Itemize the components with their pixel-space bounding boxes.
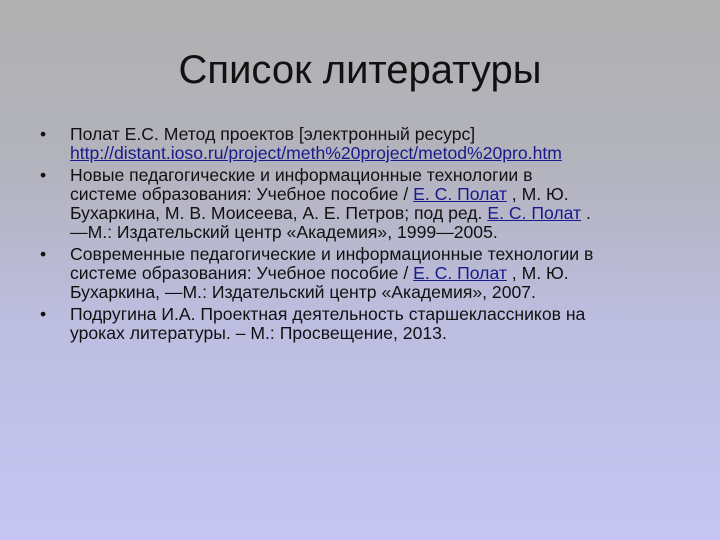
reference-item (40, 245, 680, 302)
bullet: • (40, 124, 47, 144)
slide-title: Список литературы (178, 48, 542, 92)
reference-text: . (581, 203, 591, 223)
reference-text-line (70, 185, 680, 204)
reference-text: системе образования: Учебное пособие / (70, 184, 414, 204)
reference-item (40, 305, 680, 343)
reference-item (40, 125, 680, 163)
reference-text: Бухаркина, М. В. Моисеева, А. Е. Петров; под ред. (70, 203, 488, 223)
author-link[interactable]: Е. С. Полат (413, 263, 507, 283)
bullet: • (40, 244, 47, 264)
reference-url-link[interactable]: http://distant.ioso.ru/project/meth%20project/metod%20pro.htm (70, 143, 562, 163)
reference-text: Полат Е.С. Метод проектов [электронный ресурс] (70, 124, 476, 144)
reference-text: Современные педагогические и информационные технологии в (70, 244, 594, 264)
reference-item (40, 166, 680, 242)
bullet: • (40, 304, 47, 324)
reference-text: уроках литературы. – М.: Просвещение, 2013. (70, 323, 447, 343)
reference-text: системе образования: Учебное пособие / (70, 263, 414, 283)
author-link[interactable]: Е. С. Полат (413, 184, 507, 204)
reference-text: —М.: Издательский центр «Академия», 1999—2005. (70, 222, 498, 242)
reference-text: Бухаркина, —М.: Издательский центр «Академия», 2007. (70, 282, 536, 302)
reference-text: Подругина И.А. Проектная деятельность старшеклассников на (70, 304, 586, 324)
reference-text-line (70, 204, 680, 223)
reference-text-line (70, 264, 680, 283)
editor-link[interactable]: Е. С. Полат (487, 203, 582, 223)
reference-text: , М. Ю. (506, 184, 569, 204)
reference-list (40, 125, 680, 346)
reference-text: Новые педагогические и информационные технологии в (70, 165, 533, 185)
reference-text: , М. Ю. (506, 263, 569, 283)
bullet: • (40, 165, 47, 185)
